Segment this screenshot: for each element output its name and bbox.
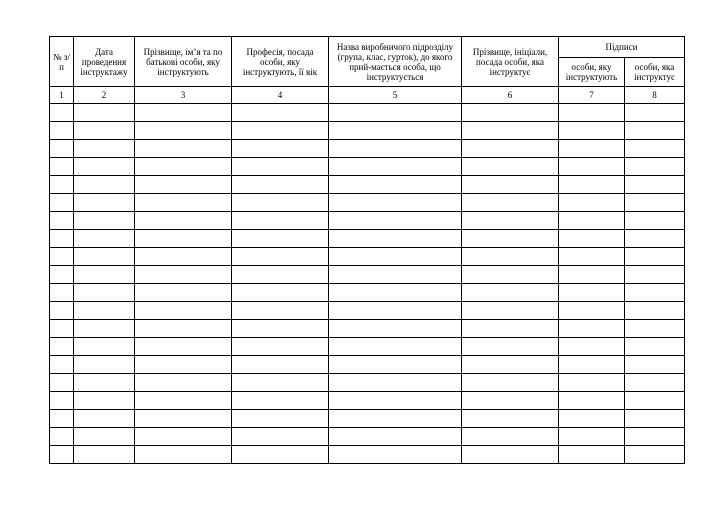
table-cell (329, 194, 462, 212)
table-cell (462, 194, 559, 212)
table-cell (625, 374, 685, 392)
table-cell (329, 122, 462, 140)
table-cell (135, 122, 232, 140)
table-cell (329, 374, 462, 392)
table-cell (135, 338, 232, 356)
table-cell (74, 230, 135, 248)
table-cell (135, 176, 232, 194)
table-cell (135, 302, 232, 320)
table-cell (462, 428, 559, 446)
table-row (50, 410, 685, 428)
table-cell (74, 446, 135, 464)
table-cell (74, 410, 135, 428)
table-cell (625, 212, 685, 230)
table-cell (559, 122, 625, 140)
table-cell (329, 446, 462, 464)
column-number: 8 (625, 87, 685, 104)
table-cell (74, 320, 135, 338)
table-cell (462, 140, 559, 158)
table-cell (232, 338, 329, 356)
table-cell (329, 230, 462, 248)
table-cell (135, 248, 232, 266)
table-cell (559, 446, 625, 464)
table-cell (625, 266, 685, 284)
header-full-name: Прізвище, ім’я та по батькові особи, яку інструктують (135, 37, 232, 87)
table-cell (462, 302, 559, 320)
table-cell (50, 176, 74, 194)
table-cell (50, 284, 74, 302)
table-cell (135, 158, 232, 176)
table-cell (74, 176, 135, 194)
table-row (50, 230, 685, 248)
table-cell (232, 284, 329, 302)
table-cell (329, 248, 462, 266)
table-cell (329, 212, 462, 230)
table-cell (74, 104, 135, 122)
table-row (50, 248, 685, 266)
table-cell (50, 104, 74, 122)
table-cell (135, 284, 232, 302)
table-cell (74, 140, 135, 158)
table-cell (462, 212, 559, 230)
table-cell (625, 194, 685, 212)
table-cell (625, 428, 685, 446)
table-cell (559, 320, 625, 338)
table-cell (559, 356, 625, 374)
table-row (50, 302, 685, 320)
table-cell (135, 428, 232, 446)
table-cell (50, 266, 74, 284)
table-cell (50, 374, 74, 392)
table-cell (232, 176, 329, 194)
table-cell (232, 158, 329, 176)
table-cell (74, 302, 135, 320)
table-cell (135, 374, 232, 392)
table-cell (625, 158, 685, 176)
table-cell (329, 320, 462, 338)
column-number: 2 (74, 87, 135, 104)
table-cell (135, 410, 232, 428)
table-cell (50, 356, 74, 374)
table-cell (329, 302, 462, 320)
table-cell (232, 212, 329, 230)
table-cell (329, 176, 462, 194)
table-cell (329, 428, 462, 446)
table-row (50, 446, 685, 464)
table-cell (462, 410, 559, 428)
table-cell (232, 248, 329, 266)
table-cell (232, 374, 329, 392)
table-cell (329, 356, 462, 374)
table-row (50, 392, 685, 410)
table-row (50, 158, 685, 176)
column-number: 7 (559, 87, 625, 104)
table-cell (329, 284, 462, 302)
table-row (50, 122, 685, 140)
table-cell (559, 158, 625, 176)
column-number: 3 (135, 87, 232, 104)
table-cell (625, 392, 685, 410)
table-cell (559, 248, 625, 266)
table-cell (625, 410, 685, 428)
table-row (50, 212, 685, 230)
table-cell (50, 230, 74, 248)
table-cell (135, 356, 232, 374)
header-number: № з/п (50, 37, 74, 87)
table-cell (50, 446, 74, 464)
header-date: Дата проведення інструктажу (74, 37, 135, 87)
table-cell (625, 230, 685, 248)
table-cell (135, 266, 232, 284)
table-cell (559, 212, 625, 230)
table-cell (462, 320, 559, 338)
table-row (50, 140, 685, 158)
table-cell (50, 392, 74, 410)
table-row (50, 194, 685, 212)
header-instructor: Прізвище, ініціали, посада особи, яка інструктує (462, 37, 559, 87)
table-row (50, 176, 685, 194)
table-cell (135, 194, 232, 212)
column-number: 6 (462, 87, 559, 104)
table-cell (135, 140, 232, 158)
table-cell (232, 428, 329, 446)
table-cell (462, 356, 559, 374)
table-cell (74, 194, 135, 212)
table-cell (559, 392, 625, 410)
table-cell (50, 212, 74, 230)
table-row (50, 320, 685, 338)
table-cell (74, 284, 135, 302)
table-row (50, 374, 685, 392)
table-cell (559, 194, 625, 212)
table-cell (329, 158, 462, 176)
table-cell (74, 392, 135, 410)
table-cell (74, 356, 135, 374)
table-cell (625, 104, 685, 122)
column-number: 1 (50, 87, 74, 104)
header-signature-instructor: особи, яка інструктує (625, 58, 685, 87)
table-cell (329, 392, 462, 410)
column-number: 4 (232, 87, 329, 104)
table-cell (50, 158, 74, 176)
table-cell (625, 446, 685, 464)
table-cell (74, 212, 135, 230)
table-cell (50, 338, 74, 356)
table-cell (135, 446, 232, 464)
table-cell (625, 284, 685, 302)
table-cell (559, 374, 625, 392)
table-cell (559, 104, 625, 122)
table-cell (74, 122, 135, 140)
table-cell (625, 338, 685, 356)
table-cell (329, 140, 462, 158)
table-cell (232, 302, 329, 320)
table-cell (232, 356, 329, 374)
table-cell (625, 248, 685, 266)
table-cell (625, 122, 685, 140)
table-cell (462, 338, 559, 356)
table-row (50, 428, 685, 446)
table-cell (462, 230, 559, 248)
table-cell (559, 230, 625, 248)
table-cell (462, 104, 559, 122)
table-cell (559, 338, 625, 356)
table-cell (559, 266, 625, 284)
header-profession: Професія, посада особи, яку інструктують, її вік (232, 37, 329, 87)
table-cell (232, 266, 329, 284)
table-cell (74, 374, 135, 392)
table-cell (625, 356, 685, 374)
table-cell (135, 104, 232, 122)
table-cell (559, 176, 625, 194)
table-cell (462, 446, 559, 464)
table-cell (232, 392, 329, 410)
table-cell (232, 140, 329, 158)
table-cell (50, 248, 74, 266)
table-cell (74, 266, 135, 284)
table-cell (50, 302, 74, 320)
instruction-log-table (49, 36, 685, 464)
table-cell (232, 104, 329, 122)
header-unit: Назва виробничого підрозділу (група, клас, гурток), до якого прий-мається особа, що інструктується (329, 37, 462, 87)
table-row (50, 284, 685, 302)
table-cell (625, 320, 685, 338)
table-cell (74, 248, 135, 266)
table-cell (232, 122, 329, 140)
table-cell (625, 176, 685, 194)
table-row (50, 356, 685, 374)
table-cell (559, 410, 625, 428)
table-row (50, 266, 685, 284)
table-cell (329, 338, 462, 356)
table-cell (232, 230, 329, 248)
table-cell (74, 158, 135, 176)
table-cell (135, 230, 232, 248)
log-entries (50, 104, 685, 464)
table-cell (559, 302, 625, 320)
table-cell (625, 140, 685, 158)
table-row (50, 338, 685, 356)
table-cell (50, 410, 74, 428)
table-cell (462, 284, 559, 302)
table-cell (50, 320, 74, 338)
table-cell (559, 428, 625, 446)
table-cell (329, 104, 462, 122)
table-cell (625, 302, 685, 320)
table-cell (135, 212, 232, 230)
table-cell (232, 320, 329, 338)
table-cell (329, 266, 462, 284)
table-cell (50, 140, 74, 158)
header-signature-trainee: особи, яку інструктують (559, 58, 625, 87)
table-cell (462, 248, 559, 266)
table-cell (462, 158, 559, 176)
table-cell (50, 194, 74, 212)
header-signatures: Підписи (559, 37, 685, 58)
table-cell (232, 410, 329, 428)
table-cell (462, 374, 559, 392)
table-cell (50, 428, 74, 446)
table-cell (462, 266, 559, 284)
table-cell (50, 122, 74, 140)
table-cell (74, 338, 135, 356)
table-row (50, 104, 685, 122)
table-cell (135, 320, 232, 338)
table-cell (462, 176, 559, 194)
table-cell (232, 446, 329, 464)
table-cell (462, 122, 559, 140)
table-cell (74, 428, 135, 446)
table-cell (559, 284, 625, 302)
table-cell (329, 410, 462, 428)
table-cell (135, 392, 232, 410)
table-cell (462, 392, 559, 410)
table-cell (232, 194, 329, 212)
table-cell (559, 140, 625, 158)
column-number: 5 (329, 87, 462, 104)
